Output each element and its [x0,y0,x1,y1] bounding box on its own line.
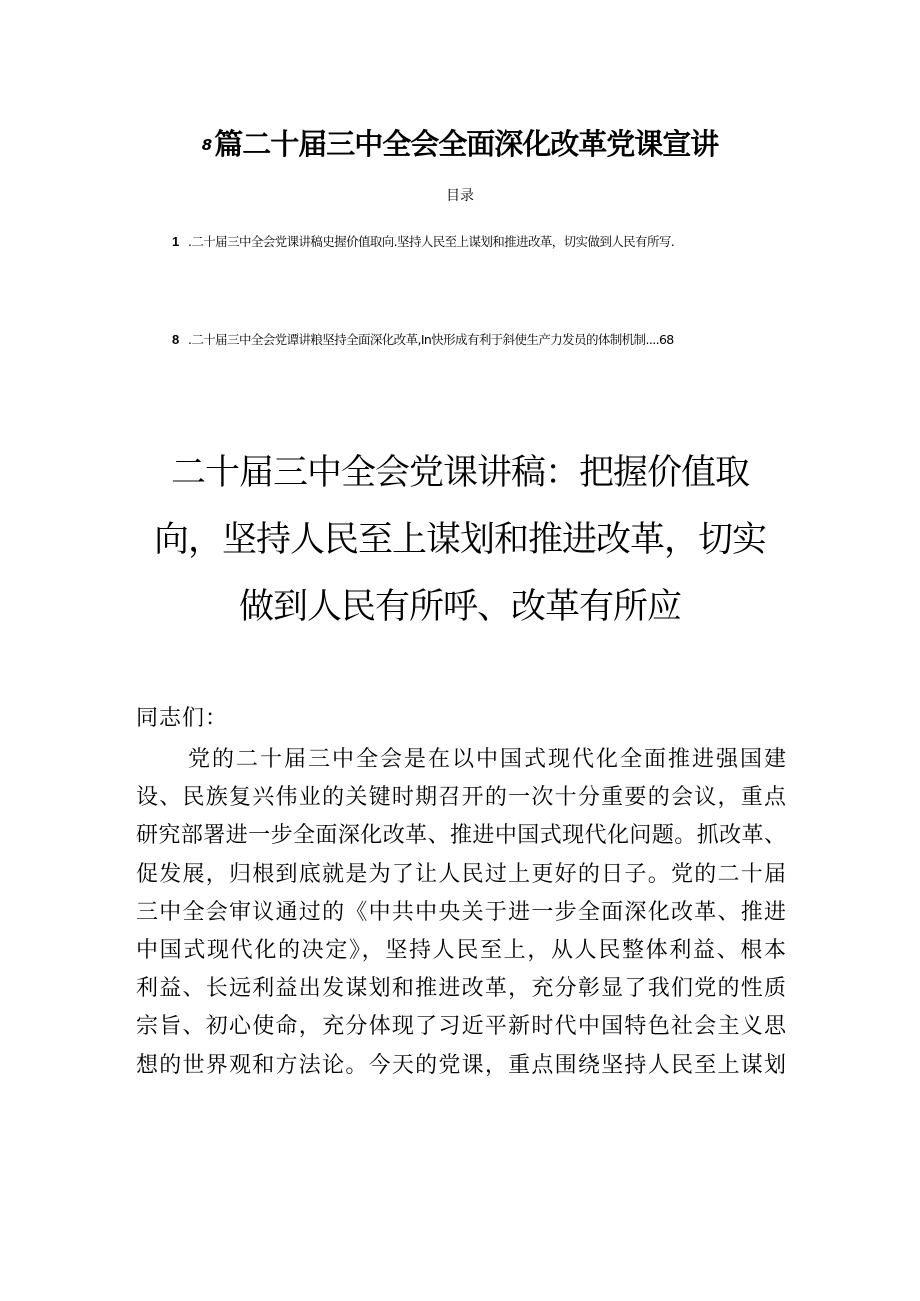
document-title-text: 篇二十届三中全会全面深化改革党课宣讲 [214,127,719,161]
body-line: 宗旨、初心使命，充分体现了习近平新时代中国特色社会主义思 [136,1014,786,1040]
toc-item-text: .二十届三中全会党谭讲粮坚持全面深化改革,In快形成有利于斜使生产力发员的体制机制....68 [188,332,674,347]
article-title-line: 做到人民有所呼、改革有所应 [238,587,681,627]
body-line: 党的二十届三中全会是在以中国式现代化全面推进强国建 [188,747,786,772]
body-line: 研究部署进一步全面深化改革、推进中国式现代化问题。抓改革、 [136,823,786,849]
article-title-line: 二十届三中全会党课讲稿：把握价值取 [170,453,749,493]
toc-heading: 目录 [446,188,474,204]
article-title-line: 向，坚持人民至上谋划和推进改革，切实 [153,520,766,560]
body-line: 利益、长远利益出发谋划和推进改革，充分彰显了我们党的性质 [136,976,786,1002]
document-title-number: 8 [201,136,213,154]
toc-item-number: 1 [172,234,180,249]
body-paragraph [136,741,786,1085]
body-line: 三中全会审议通过的《中共中央关于进一步全面深化改革、推进 [136,899,786,925]
body-line: 设、民族复兴伟业的关键时期召开的一次十分重要的会议，重点 [136,785,786,811]
body-line: 促发展，归根到底就是为了让人民过上更好的日子。党的二十届 [136,861,786,887]
toc-item[interactable] [172,233,674,251]
salutation: 同志们： [136,706,229,731]
toc-item-number: 8 [172,332,180,347]
document-title [0,124,920,165]
article-title [0,440,920,641]
toc-item[interactable] [172,331,674,349]
body-line: 中国式现代化的决定》，坚持人民至上，从人民整体利益、根本 [136,937,786,963]
toc-item-text: .二十届三中全会党课讲稿史握价值取向.坚持人民至上谋划和推进改革，切实做到人民有所写. [188,234,675,249]
body-line: 想的世界观和方法论。今天的党课，重点围绕坚持人民至上谋划 [136,1052,786,1078]
